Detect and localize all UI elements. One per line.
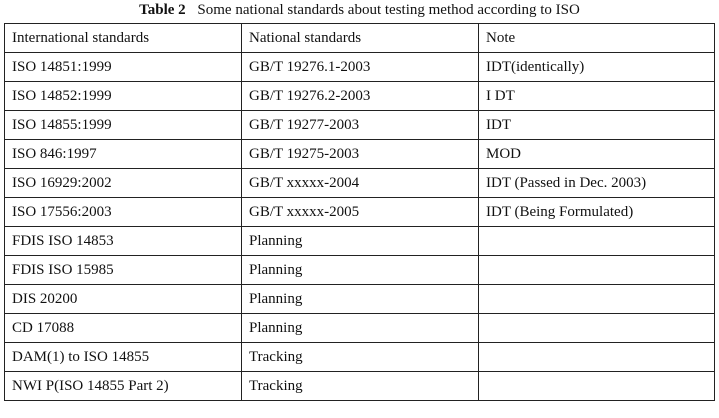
cell-national-standard: Tracking <box>242 372 479 401</box>
cell-national-standard: GB/T xxxxx-2004 <box>242 169 479 198</box>
table-row <box>5 256 715 285</box>
table-row <box>5 82 715 111</box>
cell-note <box>479 343 715 372</box>
table-row <box>5 198 715 227</box>
table-title: Some national standards about testing method according to ISO <box>197 2 580 18</box>
cell-international-standard: ISO 17556:2003 <box>5 198 242 227</box>
cell-national-standard: Planning <box>242 227 479 256</box>
cell-national-standard: Planning <box>242 285 479 314</box>
header-national-standards: National standards <box>242 24 479 53</box>
standards-table <box>4 23 715 401</box>
table-row <box>5 285 715 314</box>
cell-national-standard: Planning <box>242 314 479 343</box>
header-international-standards: International standards <box>5 24 242 53</box>
cell-national-standard: Tracking <box>242 343 479 372</box>
table-row <box>5 343 715 372</box>
cell-note <box>479 227 715 256</box>
table-row <box>5 372 715 401</box>
cell-national-standard: GB/T 19277-2003 <box>242 111 479 140</box>
cell-national-standard: GB/T 19276.2-2003 <box>242 82 479 111</box>
cell-international-standard: ISO 846:1997 <box>5 140 242 169</box>
cell-international-standard: NWI P(ISO 14855 Part 2) <box>5 372 242 401</box>
cell-international-standard: DIS 20200 <box>5 285 242 314</box>
cell-international-standard: ISO 14855:1999 <box>5 111 242 140</box>
table-row <box>5 227 715 256</box>
cell-note: I DT <box>479 82 715 111</box>
cell-note: IDT (Being Formulated) <box>479 198 715 227</box>
cell-international-standard: ISO 14852:1999 <box>5 82 242 111</box>
cell-note: IDT(identically) <box>479 53 715 82</box>
cell-international-standard: FDIS ISO 14853 <box>5 227 242 256</box>
table-body <box>5 53 715 401</box>
table-row <box>5 169 715 198</box>
cell-note <box>479 285 715 314</box>
cell-note: IDT (Passed in Dec. 2003) <box>479 169 715 198</box>
table-row <box>5 53 715 82</box>
cell-note: IDT <box>479 111 715 140</box>
table-row <box>5 314 715 343</box>
table-row <box>5 111 715 140</box>
table-caption <box>0 0 719 20</box>
cell-international-standard: CD 17088 <box>5 314 242 343</box>
cell-national-standard: GB/T 19276.1-2003 <box>242 53 479 82</box>
cell-national-standard: GB/T xxxxx-2005 <box>242 198 479 227</box>
cell-international-standard: ISO 16929:2002 <box>5 169 242 198</box>
header-row <box>5 24 715 53</box>
table-row <box>5 140 715 169</box>
cell-note <box>479 314 715 343</box>
cell-international-standard: DAM(1) to ISO 14855 <box>5 343 242 372</box>
cell-national-standard: GB/T 19275-2003 <box>242 140 479 169</box>
cell-note: MOD <box>479 140 715 169</box>
cell-note <box>479 372 715 401</box>
table-number: Table 2 <box>139 2 186 18</box>
table-header <box>5 24 715 53</box>
cell-international-standard: ISO 14851:1999 <box>5 53 242 82</box>
header-note: Note <box>479 24 715 53</box>
cell-international-standard: FDIS ISO 15985 <box>5 256 242 285</box>
cell-note <box>479 256 715 285</box>
cell-national-standard: Planning <box>242 256 479 285</box>
